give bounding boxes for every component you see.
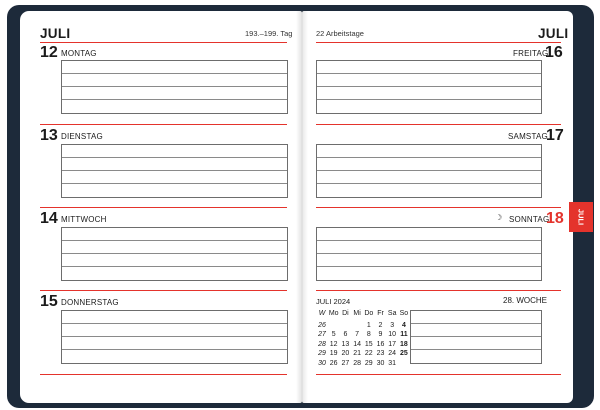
calendar-header: W [318,310,326,317]
day-number: 12 [40,44,58,61]
note-line [317,253,541,254]
calendar-day[interactable]: 13 [341,340,350,348]
note-line [62,240,287,241]
note-line [62,170,287,171]
page-bottom-rule [40,374,287,375]
note-line [62,336,287,337]
calendar-day[interactable]: 12 [329,340,338,348]
calendar-day[interactable]: 19 [329,350,338,358]
book-gutter [296,11,308,403]
notes-box[interactable] [61,144,288,198]
notes-box[interactable] [61,227,288,281]
note-line [317,157,541,158]
calendar-week-number: 26 [318,321,326,329]
day-number: 16 [545,44,563,61]
day-divider [316,124,561,125]
day-divider [316,290,561,291]
calendar-day[interactable]: 17 [388,340,397,348]
calendar-day[interactable]: 22 [364,350,373,358]
note-line [62,323,287,324]
calendar-day[interactable]: 16 [376,340,385,348]
calendar-header: Sa [387,310,397,317]
notes-box[interactable] [61,310,288,364]
calendar-day[interactable]: 25 [399,350,408,358]
workdays-count: 22 Arbeitstage [316,29,364,38]
left-month-title: JULI [40,26,71,41]
note-line [62,349,287,350]
note-line [317,170,541,171]
month-tab-label: JULI [576,208,586,226]
notes-box[interactable] [316,144,542,198]
calendar-day[interactable]: 6 [343,331,348,339]
calendar-day[interactable]: 30 [376,360,385,367]
calendar-day[interactable]: 5 [331,331,336,339]
day-name: MONTAG [61,49,97,58]
day-range: 193.–199. Tag [245,29,293,38]
day-number: 13 [40,127,58,144]
calendar-header: So [399,310,409,317]
note-line [411,349,541,350]
note-line [62,86,287,87]
calendar-header: Mo [328,310,339,317]
mini-calendar-title: JULI 2024 [316,297,351,306]
calendar-day[interactable]: 31 [388,360,397,367]
calendar-day[interactable]: 7 [355,331,360,339]
day-number: 17 [546,127,564,144]
calendar-week-number: 29 [318,350,326,358]
note-line [411,323,541,324]
calendar-week-number: 28 [318,340,326,348]
day-number-sunday: 18 [546,210,564,227]
calendar-day[interactable]: 15 [364,340,373,348]
calendar-header: Di [342,310,349,317]
note-line [62,73,287,74]
note-line [317,73,541,74]
day-divider [40,124,287,125]
note-line [317,99,541,100]
calendar-day[interactable]: 23 [376,350,385,358]
calendar-day[interactable]: 3 [390,321,395,329]
day-name: FREITAG [513,49,549,58]
day-number: 15 [40,293,58,310]
note-line [317,266,541,267]
calendar-day[interactable]: 4 [401,321,406,329]
day-name: SONNTAG [509,215,550,224]
calendar-day[interactable]: 8 [366,331,371,339]
note-line [62,253,287,254]
day-number: 14 [40,210,58,227]
calendar-day[interactable]: 27 [341,360,350,367]
day-divider [316,207,561,208]
calendar-day[interactable]: 29 [364,360,373,367]
day-name: DONNERSTAG [61,298,119,307]
calendar-day[interactable]: 20 [341,350,350,358]
note-line [62,157,287,158]
calendar-day[interactable]: 9 [378,331,383,339]
calendar-week-number: 27 [318,331,326,339]
calendar-day[interactable]: 26 [329,360,338,367]
notes-box[interactable] [316,227,542,281]
header-rule-left [40,42,287,43]
calendar-header: Fr [377,310,384,317]
calendar-day[interactable]: 1 [366,321,371,329]
note-line [62,183,287,184]
page-bottom-rule [316,374,561,375]
calendar-day[interactable]: 21 [353,350,361,358]
calendar-day[interactable]: 24 [388,350,397,358]
calendar-day[interactable]: 11 [400,331,408,339]
day-name: DIENSTAG [61,132,103,141]
note-line [62,99,287,100]
day-name: SAMSTAG [508,132,548,141]
note-line [317,183,541,184]
calendar-header: Do [364,310,374,317]
calendar-day[interactable]: 14 [353,340,361,348]
week-label: 28. WOCHE [503,296,548,305]
note-line [317,86,541,87]
header-rule-right [316,42,561,43]
calendar-day[interactable]: 2 [378,321,383,329]
note-line [62,266,287,267]
right-month-title: JULI [538,26,569,41]
calendar-header: Mi [353,310,361,317]
calendar-week-number: 30 [318,360,326,367]
notes-box[interactable] [61,60,288,114]
day-divider [40,207,287,208]
calendar-day[interactable]: 28 [353,360,361,367]
note-line [317,240,541,241]
moon-phase-icon: ☽ [495,213,503,222]
notes-box[interactable] [316,60,542,114]
calendar-day[interactable]: 10 [388,331,397,339]
calendar-day[interactable]: 18 [399,340,408,348]
notes-box[interactable] [410,310,542,364]
month-tab[interactable] [569,202,593,232]
note-line [411,336,541,337]
day-name: MITTWOCH [61,215,107,224]
day-divider [40,290,287,291]
